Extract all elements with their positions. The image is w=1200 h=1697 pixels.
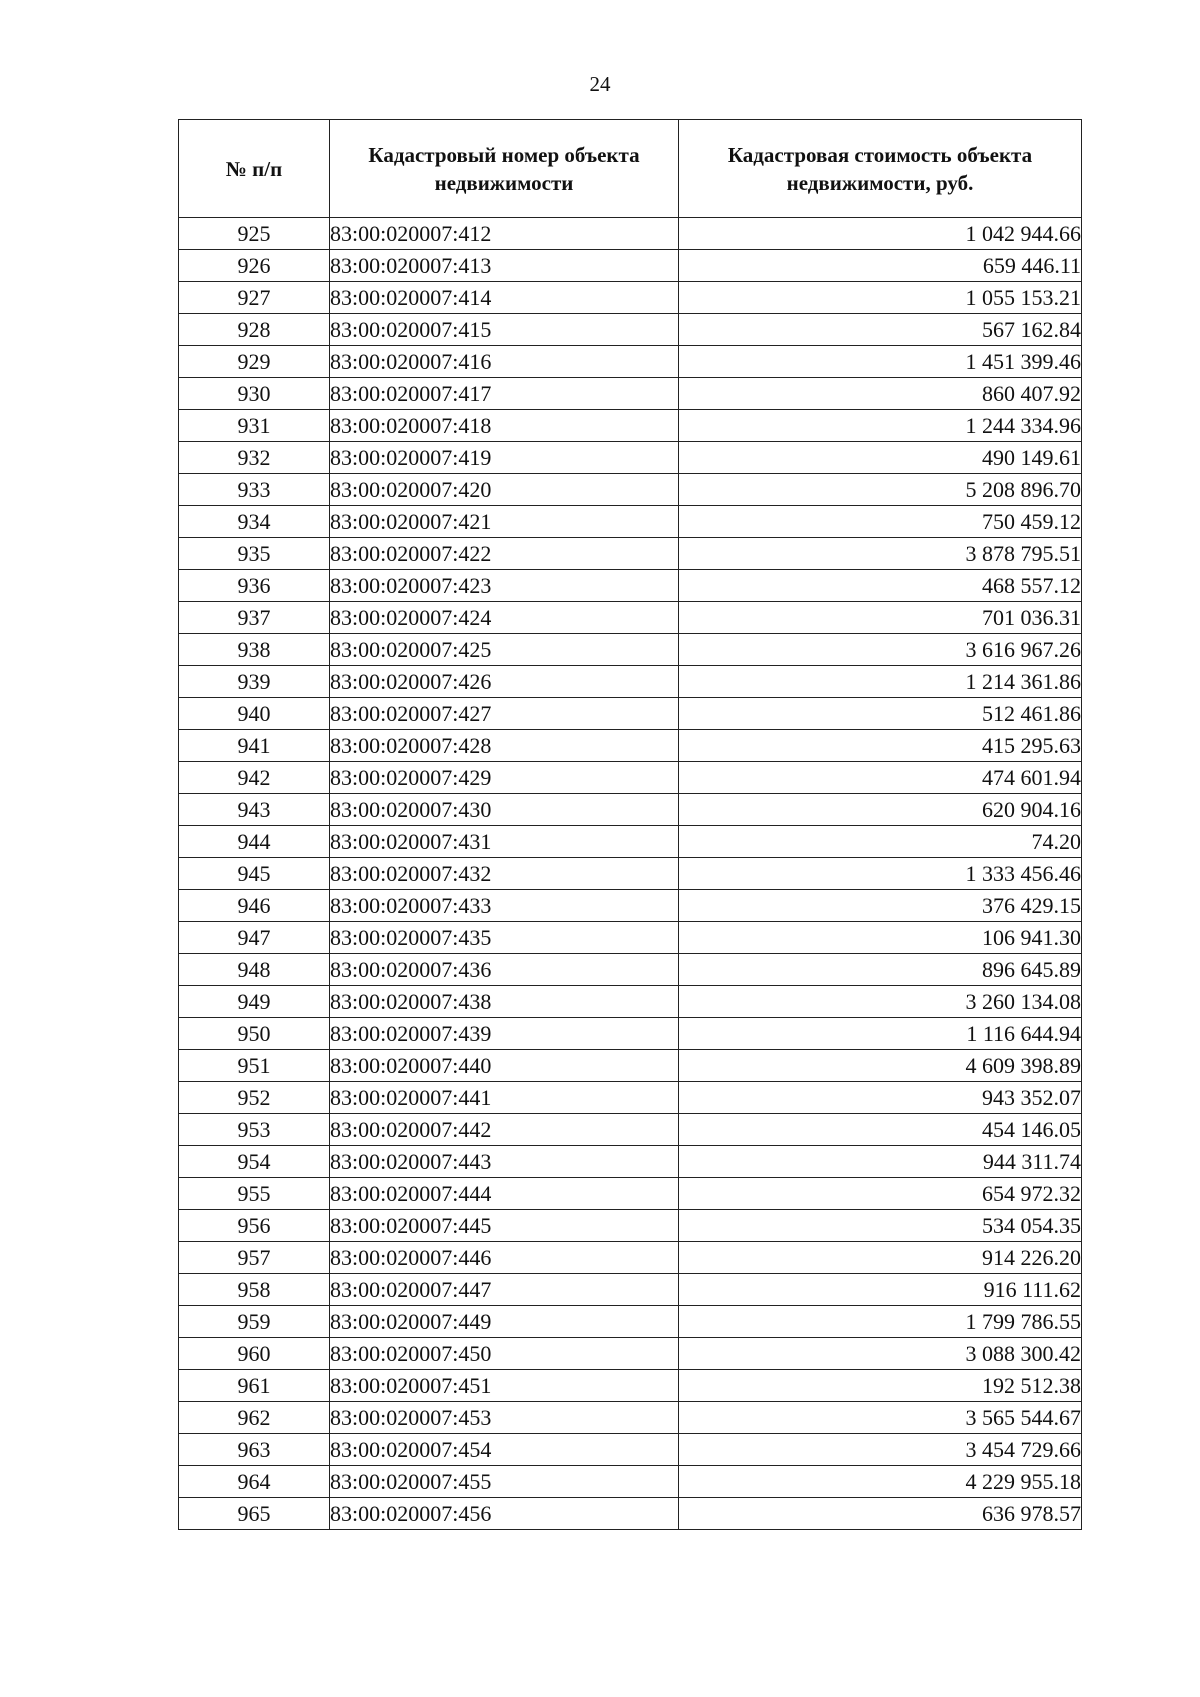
cadastral-value: 106 941.30 <box>679 922 1082 954</box>
table-row <box>179 954 1082 986</box>
cadastral-number: 83:00:020007:441 <box>330 1082 679 1114</box>
cadastral-value: 512 461.86 <box>679 698 1082 730</box>
row-number: 935 <box>179 538 330 570</box>
cadastral-number: 83:00:020007:419 <box>330 442 679 474</box>
row-number: 943 <box>179 794 330 826</box>
cadastral-value: 74.20 <box>679 826 1082 858</box>
row-number: 941 <box>179 730 330 762</box>
row-number: 933 <box>179 474 330 506</box>
cadastral-number: 83:00:020007:414 <box>330 282 679 314</box>
table-row <box>179 794 1082 826</box>
row-number: 953 <box>179 1114 330 1146</box>
table-row <box>179 1050 1082 1082</box>
row-number: 929 <box>179 346 330 378</box>
cadastral-number: 83:00:020007:433 <box>330 890 679 922</box>
table-row <box>179 1146 1082 1178</box>
row-number: 965 <box>179 1498 330 1530</box>
row-number: 954 <box>179 1146 330 1178</box>
cadastral-value: 1 244 334.96 <box>679 410 1082 442</box>
cadastral-value: 914 226.20 <box>679 1242 1082 1274</box>
cadastral-number: 83:00:020007:446 <box>330 1242 679 1274</box>
row-number: 961 <box>179 1370 330 1402</box>
cadastral-value: 474 601.94 <box>679 762 1082 794</box>
table-row <box>179 1434 1082 1466</box>
cadastral-value: 659 446.11 <box>679 250 1082 282</box>
cadastral-number: 83:00:020007:423 <box>330 570 679 602</box>
row-number: 926 <box>179 250 330 282</box>
table-row <box>179 538 1082 570</box>
row-number: 950 <box>179 1018 330 1050</box>
cadastral-number: 83:00:020007:418 <box>330 410 679 442</box>
cadastral-number: 83:00:020007:449 <box>330 1306 679 1338</box>
row-number: 951 <box>179 1050 330 1082</box>
cadastral-number: 83:00:020007:455 <box>330 1466 679 1498</box>
cadastral-number: 83:00:020007:420 <box>330 474 679 506</box>
table-row <box>179 250 1082 282</box>
cadastral-value: 636 978.57 <box>679 1498 1082 1530</box>
cadastral-number: 83:00:020007:422 <box>330 538 679 570</box>
cadastral-value: 490 149.61 <box>679 442 1082 474</box>
row-number: 959 <box>179 1306 330 1338</box>
cadastral-value: 534 054.35 <box>679 1210 1082 1242</box>
cadastral-value: 896 645.89 <box>679 954 1082 986</box>
row-number: 937 <box>179 602 330 634</box>
table-row <box>179 826 1082 858</box>
table-row <box>179 986 1082 1018</box>
header-number: № п/п <box>179 120 330 218</box>
cadastral-number: 83:00:020007:426 <box>330 666 679 698</box>
cadastral-number: 83:00:020007:436 <box>330 954 679 986</box>
header-row <box>179 120 1082 218</box>
cadastral-value: 1 799 786.55 <box>679 1306 1082 1338</box>
table-row <box>179 1018 1082 1050</box>
table-row <box>179 442 1082 474</box>
cadastral-value: 750 459.12 <box>679 506 1082 538</box>
cadastral-value: 1 042 944.66 <box>679 218 1082 250</box>
row-number: 957 <box>179 1242 330 1274</box>
cadastral-number: 83:00:020007:453 <box>330 1402 679 1434</box>
cadastral-value: 376 429.15 <box>679 890 1082 922</box>
table-row <box>179 1498 1082 1530</box>
table-row <box>179 634 1082 666</box>
table-row <box>179 1114 1082 1146</box>
table-row <box>179 602 1082 634</box>
table-row <box>179 346 1082 378</box>
row-number: 962 <box>179 1402 330 1434</box>
cadastral-number: 83:00:020007:439 <box>330 1018 679 1050</box>
cadastral-value: 1 451 399.46 <box>679 346 1082 378</box>
cadastral-number: 83:00:020007:424 <box>330 602 679 634</box>
row-number: 946 <box>179 890 330 922</box>
row-number: 930 <box>179 378 330 410</box>
cadastral-value: 1 214 361.86 <box>679 666 1082 698</box>
table-row <box>179 570 1082 602</box>
cadastral-value: 1 333 456.46 <box>679 858 1082 890</box>
cadastral-number: 83:00:020007:421 <box>330 506 679 538</box>
row-number: 936 <box>179 570 330 602</box>
row-number: 939 <box>179 666 330 698</box>
cadastral-number: 83:00:020007:456 <box>330 1498 679 1530</box>
cadastral-value: 3 565 544.67 <box>679 1402 1082 1434</box>
cadastral-number: 83:00:020007:417 <box>330 378 679 410</box>
row-number: 931 <box>179 410 330 442</box>
cadastral-value: 3 260 134.08 <box>679 986 1082 1018</box>
row-number: 963 <box>179 1434 330 1466</box>
row-number: 927 <box>179 282 330 314</box>
row-number: 956 <box>179 1210 330 1242</box>
table-row <box>179 378 1082 410</box>
row-number: 947 <box>179 922 330 954</box>
cadastral-value: 3 616 967.26 <box>679 634 1082 666</box>
cadastral-number: 83:00:020007:432 <box>330 858 679 890</box>
table-row <box>179 890 1082 922</box>
table-row <box>179 282 1082 314</box>
cadastral-number: 83:00:020007:413 <box>330 250 679 282</box>
cadastral-value: 415 295.63 <box>679 730 1082 762</box>
row-number: 964 <box>179 1466 330 1498</box>
row-number: 928 <box>179 314 330 346</box>
cadastral-value-table <box>178 119 1082 1530</box>
row-number: 958 <box>179 1274 330 1306</box>
cadastral-number: 83:00:020007:447 <box>330 1274 679 1306</box>
table-row <box>179 1370 1082 1402</box>
cadastral-value: 468 557.12 <box>679 570 1082 602</box>
cadastral-number: 83:00:020007:445 <box>330 1210 679 1242</box>
row-number: 952 <box>179 1082 330 1114</box>
cadastral-number: 83:00:020007:427 <box>330 698 679 730</box>
cadastral-number: 83:00:020007:440 <box>330 1050 679 1082</box>
cadastral-value: 701 036.31 <box>679 602 1082 634</box>
row-number: 960 <box>179 1338 330 1370</box>
cadastral-number: 83:00:020007:412 <box>330 218 679 250</box>
table-row <box>179 1082 1082 1114</box>
cadastral-value: 3 088 300.42 <box>679 1338 1082 1370</box>
cadastral-number: 83:00:020007:454 <box>330 1434 679 1466</box>
cadastral-value: 1 055 153.21 <box>679 282 1082 314</box>
cadastral-value: 567 162.84 <box>679 314 1082 346</box>
cadastral-number: 83:00:020007:425 <box>330 634 679 666</box>
cadastral-value: 620 904.16 <box>679 794 1082 826</box>
cadastral-number: 83:00:020007:415 <box>330 314 679 346</box>
cadastral-value: 943 352.07 <box>679 1082 1082 1114</box>
cadastral-value: 4 229 955.18 <box>679 1466 1082 1498</box>
row-number: 945 <box>179 858 330 890</box>
row-number: 925 <box>179 218 330 250</box>
row-number: 948 <box>179 954 330 986</box>
cadastral-number: 83:00:020007:442 <box>330 1114 679 1146</box>
cadastral-value: 5 208 896.70 <box>679 474 1082 506</box>
cadastral-value: 654 972.32 <box>679 1178 1082 1210</box>
cadastral-number: 83:00:020007:428 <box>330 730 679 762</box>
cadastral-number: 83:00:020007:430 <box>330 794 679 826</box>
table-row <box>179 922 1082 954</box>
cadastral-number: 83:00:020007:444 <box>330 1178 679 1210</box>
table-row <box>179 1178 1082 1210</box>
cadastral-number: 83:00:020007:435 <box>330 922 679 954</box>
cadastral-value: 944 311.74 <box>679 1146 1082 1178</box>
table-row <box>179 218 1082 250</box>
table-row <box>179 1242 1082 1274</box>
table-row <box>179 410 1082 442</box>
table-header <box>179 120 1082 218</box>
row-number: 949 <box>179 986 330 1018</box>
page-number: 24 <box>589 72 611 96</box>
table-row <box>179 666 1082 698</box>
table-row <box>179 762 1082 794</box>
row-number: 938 <box>179 634 330 666</box>
row-number: 940 <box>179 698 330 730</box>
header-cadastral-value: Кадастровая стоимость объекта недвижимости, руб. <box>679 120 1082 218</box>
cadastral-value: 192 512.38 <box>679 1370 1082 1402</box>
row-number: 932 <box>179 442 330 474</box>
table-row <box>179 1338 1082 1370</box>
cadastral-number: 83:00:020007:450 <box>330 1338 679 1370</box>
table-row <box>179 506 1082 538</box>
table-row <box>179 858 1082 890</box>
cadastral-value: 860 407.92 <box>679 378 1082 410</box>
cadastral-number: 83:00:020007:451 <box>330 1370 679 1402</box>
cadastral-value: 4 609 398.89 <box>679 1050 1082 1082</box>
table-row <box>179 730 1082 762</box>
table-row <box>179 1210 1082 1242</box>
cadastral-value: 3 878 795.51 <box>679 538 1082 570</box>
table-row <box>179 474 1082 506</box>
row-number: 944 <box>179 826 330 858</box>
table-body <box>179 218 1082 1530</box>
cadastral-value: 1 116 644.94 <box>679 1018 1082 1050</box>
table-row <box>179 1466 1082 1498</box>
cadastral-number: 83:00:020007:443 <box>330 1146 679 1178</box>
header-cadastral-number: Кадастровый номер объекта недвижимости <box>330 120 679 218</box>
row-number: 955 <box>179 1178 330 1210</box>
cadastral-value: 916 111.62 <box>679 1274 1082 1306</box>
cadastral-number: 83:00:020007:429 <box>330 762 679 794</box>
table-row <box>179 1306 1082 1338</box>
table-row <box>179 1274 1082 1306</box>
cadastral-value: 3 454 729.66 <box>679 1434 1082 1466</box>
row-number: 942 <box>179 762 330 794</box>
table-row <box>179 1402 1082 1434</box>
cadastral-number: 83:00:020007:438 <box>330 986 679 1018</box>
table-row <box>179 698 1082 730</box>
cadastral-number: 83:00:020007:416 <box>330 346 679 378</box>
row-number: 934 <box>179 506 330 538</box>
table-row <box>179 314 1082 346</box>
cadastral-number: 83:00:020007:431 <box>330 826 679 858</box>
cadastral-value: 454 146.05 <box>679 1114 1082 1146</box>
